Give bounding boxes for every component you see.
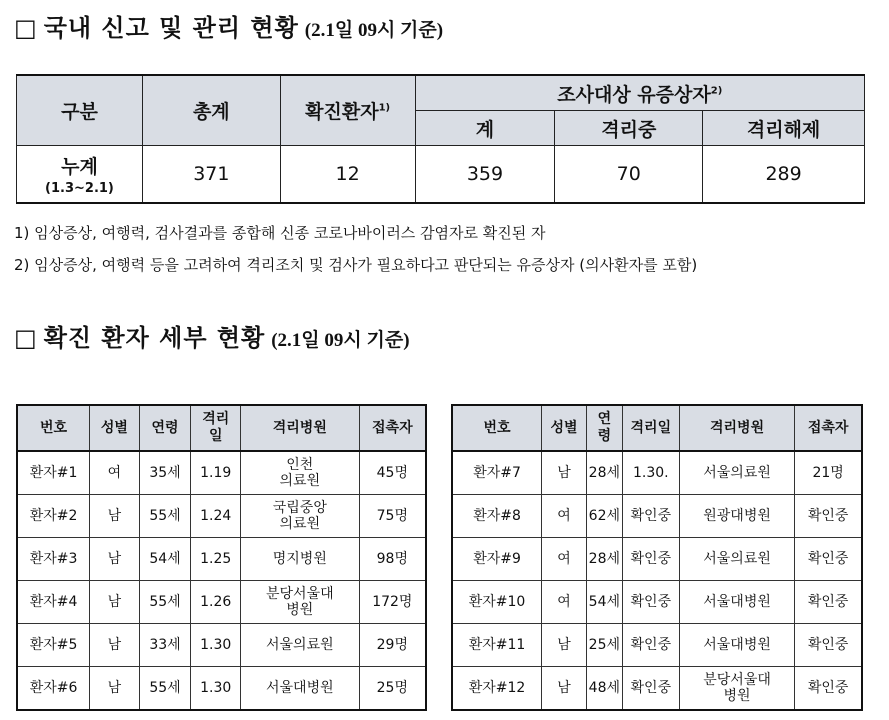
table-cell: 확인중: [795, 538, 862, 581]
table-cell: 원광대병원: [679, 495, 794, 538]
section-title: 확진 환자 세부 현황: [43, 324, 266, 352]
table-cell: 21명: [795, 451, 862, 495]
table-cell: 25명: [359, 667, 426, 711]
table-cell: 서울대병원: [679, 581, 794, 624]
table-cell: 분당서울대 병원: [679, 667, 794, 711]
row-period: (1.3~2.1): [45, 181, 114, 196]
table-row: [17, 581, 426, 624]
table-cell: 28세: [586, 538, 622, 581]
table-row: [452, 624, 862, 667]
checkbox-glyph: □: [14, 14, 38, 42]
table-cell: 명지병원: [240, 538, 359, 581]
table-cell: 환자#7: [452, 451, 542, 495]
table-cell: 환자#2: [17, 495, 90, 538]
table-row: [452, 538, 862, 581]
table-cell: 서울의료원: [679, 538, 794, 581]
section-heading-patients: [14, 318, 410, 353]
table-row: [17, 667, 426, 711]
header-row: [452, 405, 862, 451]
header-confirmed-label: 확진환자: [305, 101, 379, 123]
summary-table: [16, 74, 865, 204]
table-cell: 1.30: [191, 624, 241, 667]
table-cell: 1.24: [191, 495, 241, 538]
table-cell: 남: [542, 667, 587, 711]
table-cell: 28세: [586, 451, 622, 495]
table-cell: 남: [542, 624, 587, 667]
patient-table-right: [451, 404, 863, 711]
table-cell: 35세: [139, 451, 191, 495]
table-cell: 75명: [359, 495, 426, 538]
row-label: 누계: [61, 156, 98, 178]
header-confirmed: [280, 75, 415, 146]
header-sub-total: 계: [415, 111, 555, 146]
table-cell: 환자#1: [17, 451, 90, 495]
table-cell: 33세: [139, 624, 191, 667]
column-header: 격리병원: [679, 405, 794, 451]
table-cell: 남: [90, 667, 140, 711]
table-row: [452, 495, 862, 538]
header-sub-isolating: 격리중: [555, 111, 703, 146]
table-cell: 여: [542, 495, 587, 538]
table-cell: 여: [542, 538, 587, 581]
header-sub-released: 격리해제: [703, 111, 865, 146]
table-cell: 55세: [139, 495, 191, 538]
footnote-2: 2) 임상증상, 여행력 등을 고려하여 격리조치 및 검사가 필요하다고 판단되는 유증상자 (의사환자를 포함): [14, 256, 698, 274]
table-cell: 서울의료원: [240, 624, 359, 667]
column-header: 연 령: [586, 405, 622, 451]
footnote-ref-1: 1): [378, 102, 391, 114]
column-header: 번호: [452, 405, 542, 451]
table-row: [17, 624, 426, 667]
table-cell: 확인중: [622, 538, 679, 581]
table-cell: 서울의료원: [679, 451, 794, 495]
table-cell: 환자#4: [17, 581, 90, 624]
section-heading-domestic: [14, 8, 443, 43]
table-cell: 1.30: [191, 667, 241, 711]
header-investigation-label: 조사대상 유증상자: [557, 83, 711, 106]
header-investigation: [415, 75, 864, 111]
table-cell: 확인중: [795, 581, 862, 624]
table-cell: 98명: [359, 538, 426, 581]
table-cell: 남: [90, 624, 140, 667]
header-total: 총계: [142, 75, 280, 146]
table-cell: 환자#6: [17, 667, 90, 711]
table-cell: 확인중: [622, 495, 679, 538]
table-cell: 남: [542, 451, 587, 495]
column-header: 격리일: [622, 405, 679, 451]
column-header: 성별: [542, 405, 587, 451]
cell-confirmed: 12: [280, 146, 415, 204]
table-cell: 국립중앙 의료원: [240, 495, 359, 538]
table-cell: 1.26: [191, 581, 241, 624]
column-header: 연령: [139, 405, 191, 451]
table-cell: 54세: [139, 538, 191, 581]
header-row: [17, 405, 426, 451]
table-cell: 172명: [359, 581, 426, 624]
table-row: [452, 581, 862, 624]
summary-row-cumulative: [17, 146, 865, 204]
cell-isolating: 70: [555, 146, 703, 204]
table-cell: 확인중: [622, 581, 679, 624]
header-category: 구분: [17, 75, 143, 146]
table-cell: 환자#9: [452, 538, 542, 581]
section-title: 국내 신고 및 관리 현황: [43, 14, 299, 42]
table-cell: 서울대병원: [240, 667, 359, 711]
table-row: [17, 538, 426, 581]
table-cell: 확인중: [795, 667, 862, 711]
table-cell: 62세: [586, 495, 622, 538]
table-row: [17, 451, 426, 495]
table-cell: 54세: [586, 581, 622, 624]
table-cell: 환자#11: [452, 624, 542, 667]
patient-table-left: [16, 404, 427, 711]
table-cell: 환자#3: [17, 538, 90, 581]
column-header: 번호: [17, 405, 90, 451]
table-cell: 여: [90, 451, 140, 495]
table-cell: 55세: [139, 667, 191, 711]
table-cell: 48세: [586, 667, 622, 711]
table-cell: 55세: [139, 581, 191, 624]
checkbox-glyph: □: [14, 324, 38, 352]
cell-total: 371: [142, 146, 280, 204]
section-date: (2.1일 09시 기준): [271, 330, 410, 351]
column-header: 접촉자: [359, 405, 426, 451]
table-cell: 확인중: [795, 495, 862, 538]
table-cell: 1.30.: [622, 451, 679, 495]
row-label-cell: [17, 146, 143, 204]
cell-released: 289: [703, 146, 865, 204]
table-cell: 1.25: [191, 538, 241, 581]
table-cell: 확인중: [622, 624, 679, 667]
column-header: 격리병원: [240, 405, 359, 451]
footnote-ref-2: 2): [710, 85, 723, 97]
table-cell: 확인중: [795, 624, 862, 667]
table-cell: 29명: [359, 624, 426, 667]
footnote-1: 1) 임상증상, 여행력, 검사결과를 종합해 신종 코로나바이러스 감염자로 확진된 자: [14, 224, 546, 242]
table-cell: 1.19: [191, 451, 241, 495]
table-cell: 환자#5: [17, 624, 90, 667]
table-cell: 환자#8: [452, 495, 542, 538]
table-cell: 환자#10: [452, 581, 542, 624]
table-cell: 확인중: [622, 667, 679, 711]
table-row: [452, 451, 862, 495]
column-header: 성별: [90, 405, 140, 451]
table-cell: 여: [542, 581, 587, 624]
table-row: [452, 667, 862, 711]
table-cell: 45명: [359, 451, 426, 495]
table-cell: 환자#12: [452, 667, 542, 711]
table-cell: 남: [90, 495, 140, 538]
section-date: (2.1일 09시 기준): [304, 20, 444, 41]
table-cell: 인천 의료원: [240, 451, 359, 495]
table-cell: 25세: [586, 624, 622, 667]
column-header: 접촉자: [795, 405, 862, 451]
column-header: 격리 일: [191, 405, 241, 451]
cell-sub-total: 359: [415, 146, 555, 204]
table-cell: 서울대병원: [679, 624, 794, 667]
table-cell: 남: [90, 538, 140, 581]
table-row: [17, 495, 426, 538]
table-cell: 남: [90, 581, 140, 624]
table-cell: 분당서울대 병원: [240, 581, 359, 624]
